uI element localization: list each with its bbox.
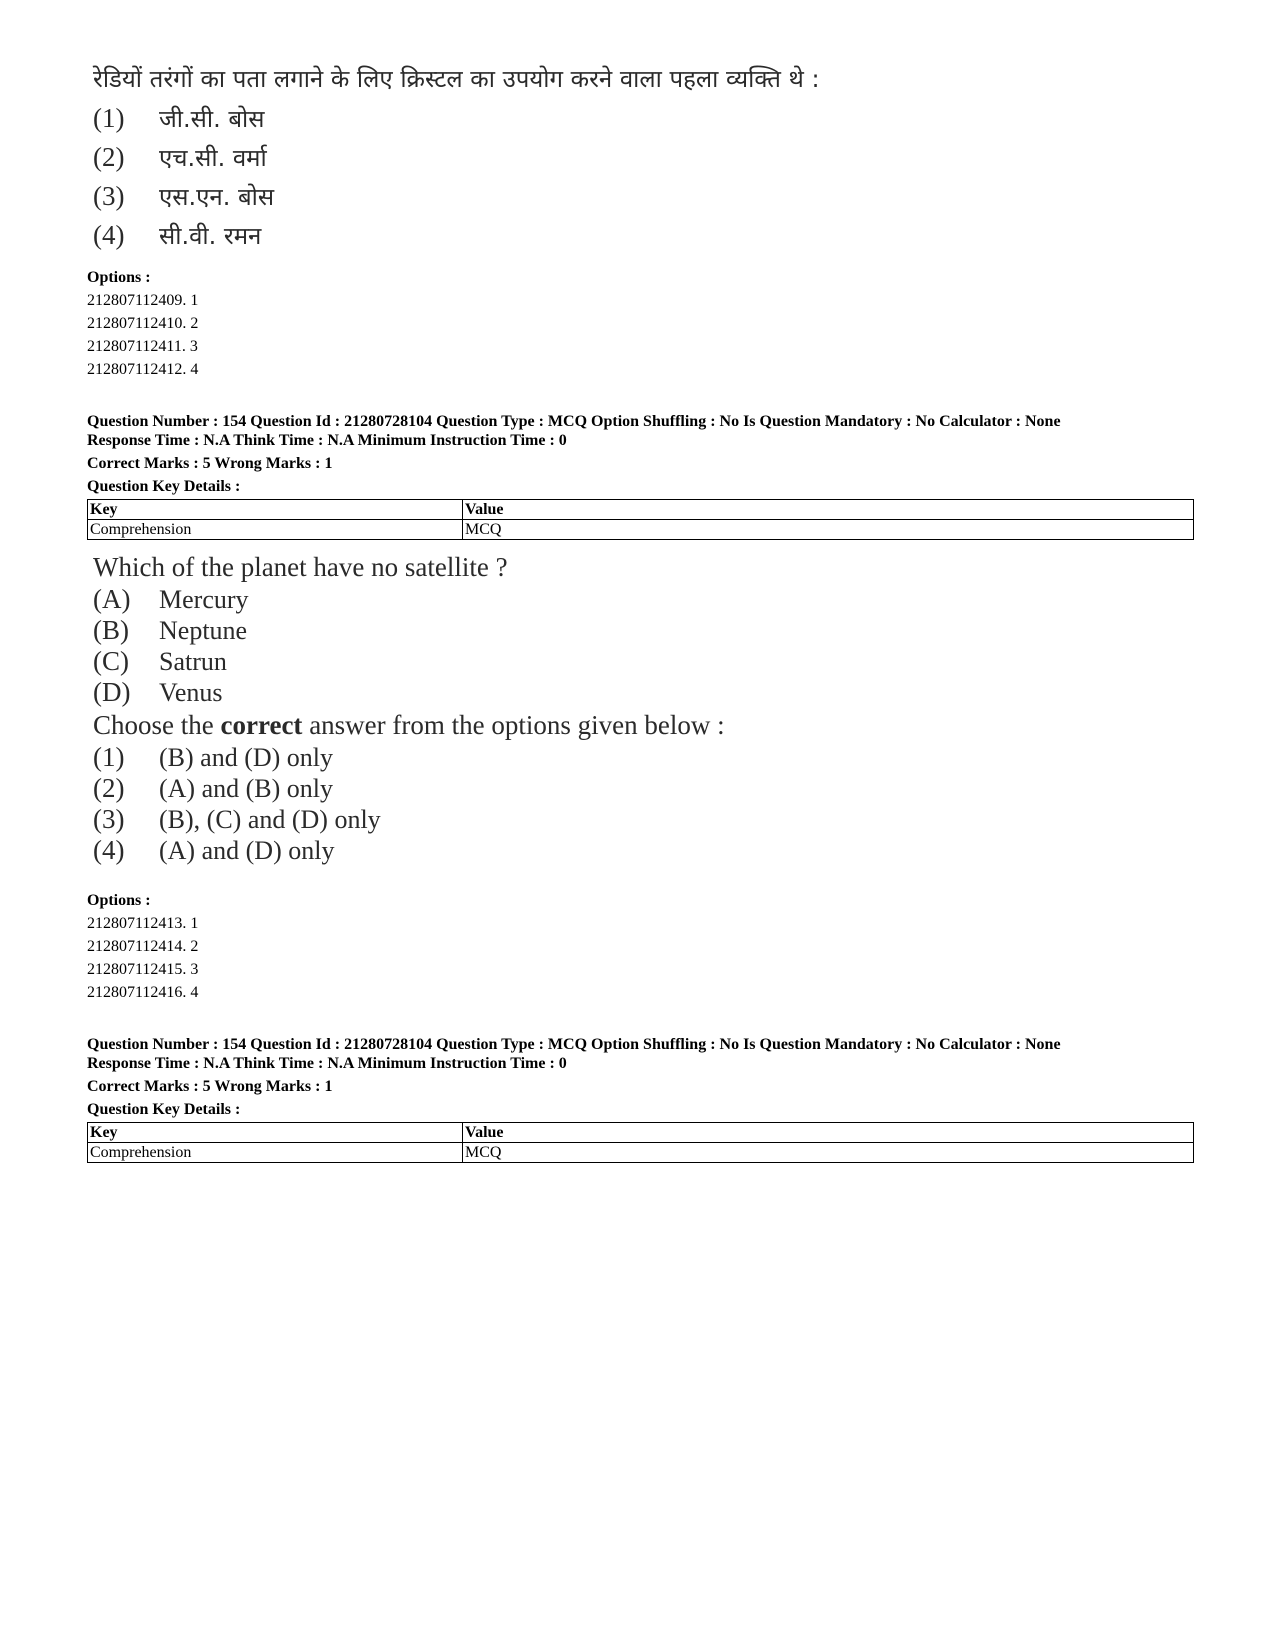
option-item: 212807112414. 2 <box>87 938 199 955</box>
question-2-instruction: Choose the correct answer from the options given below : <box>93 710 725 740</box>
timing-info-line: Response Time : N.A Think Time : N.A Minimum Instruction Time : 0 <box>87 1055 567 1072</box>
table-cell-value: MCQ <box>463 520 1194 540</box>
question-info-line: Question Number : 154 Question Id : 21280728104 Question Type : MCQ Option Shuffling : No Is Question Mandatory : No Calculator : None <box>87 1036 1061 1053</box>
table-cell-key: Comprehension <box>88 1143 463 1163</box>
options-label: Options : <box>87 892 151 909</box>
table-cell-value: MCQ <box>463 1143 1194 1163</box>
question-2-choice: (1) (B) and (D) only <box>93 742 334 772</box>
table-header-key: Key <box>88 1123 463 1143</box>
question-2-choice: (3) (B), (C) and (D) only <box>93 804 381 834</box>
table-row <box>88 520 1194 540</box>
options-list-1 <box>87 268 1192 379</box>
question-2-item: (A) Mercury <box>93 584 249 614</box>
option-item: 212807112409. 1 <box>87 292 199 309</box>
question-info-line: Question Number : 154 Question Id : 21280728104 Question Type : MCQ Option Shuffling : No Is Question Mandatory : No Calculator : None <box>87 413 1061 430</box>
question-2-choice: (2) (A) and (B) only <box>93 773 334 803</box>
table-cell-key: Comprehension <box>88 520 463 540</box>
marks-line: Correct Marks : 5 Wrong Marks : 1 <box>87 1078 333 1095</box>
question-1-choice: (3) एस.एन. बोस <box>93 181 275 211</box>
question-2-stem: Which of the planet have no satellite ? <box>93 552 508 582</box>
timing-info-line: Response Time : N.A Think Time : N.A Minimum Instruction Time : 0 <box>87 432 567 449</box>
option-item: 212807112415. 3 <box>87 961 199 978</box>
table-row <box>88 1143 1194 1163</box>
question-2-choice: (4) (A) and (D) only <box>93 835 335 865</box>
table-header-key: Key <box>88 500 463 520</box>
question-1-image <box>93 62 820 252</box>
option-item: 212807112413. 1 <box>87 915 199 932</box>
key-details-table <box>87 1122 1194 1163</box>
option-item: 212807112411. 3 <box>87 338 198 355</box>
option-item: 212807112412. 4 <box>87 361 199 378</box>
options-label: Options : <box>87 269 151 286</box>
question-meta-1 <box>87 412 1192 540</box>
question-1-choice: (1) जी.सी. बोस <box>93 103 265 133</box>
question-2-item: (B) Neptune <box>93 615 248 645</box>
table-header-row <box>88 500 1194 520</box>
question-meta-2 <box>87 1035 1192 1163</box>
key-details-table <box>87 499 1194 540</box>
key-details-label: Question Key Details : <box>87 478 241 495</box>
question-2-item: (D) Venus <box>93 677 223 707</box>
key-details-label: Question Key Details : <box>87 1101 241 1118</box>
option-item: 212807112410. 2 <box>87 315 199 332</box>
question-2-image <box>93 550 725 866</box>
question-1-choice: (2) एच.सी. वर्मा <box>93 142 267 172</box>
table-header-value: Value <box>463 1123 1194 1143</box>
table-header-row <box>88 1123 1194 1143</box>
option-item: 212807112416. 4 <box>87 984 199 1001</box>
question-1-stem: रेडियों तरंगों का पता लगाने के लिए क्रिस्टल का उपयोग करने वाला पहला व्यक्ति थे : <box>93 65 820 93</box>
question-2-item: (C) Satrun <box>93 646 227 676</box>
marks-line: Correct Marks : 5 Wrong Marks : 1 <box>87 455 333 472</box>
table-header-value: Value <box>463 500 1194 520</box>
options-list-2 <box>87 891 1192 1002</box>
question-1-choice: (4) सी.वी. रमन <box>93 220 262 250</box>
